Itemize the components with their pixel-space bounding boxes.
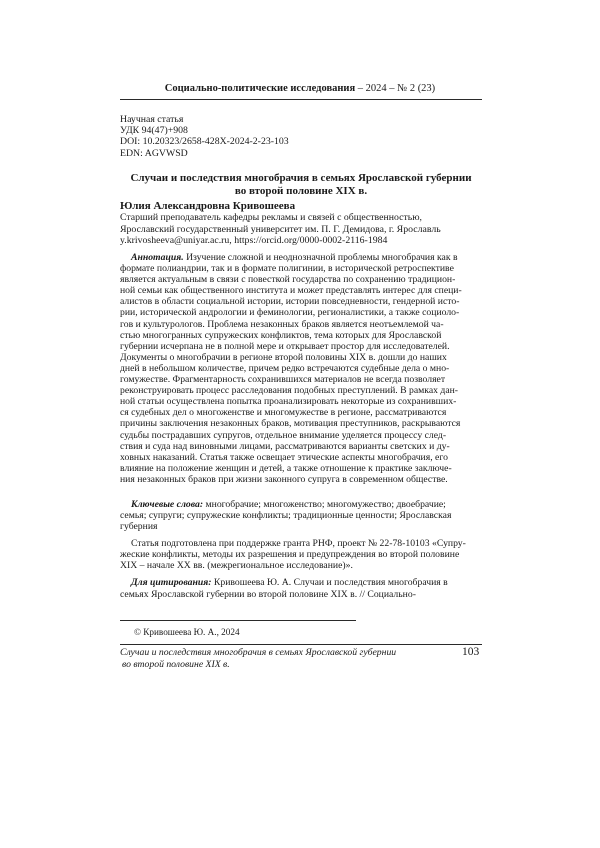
abstract-line: причины заключения незаконных браков, мотивация преступников, раскрываются [120,418,461,430]
footer-running-title [120,647,396,671]
article-title [120,172,482,197]
footer-title-line: Случаи и последствия многобрачия в семьях Ярославской губернии [120,647,397,658]
edn: EDN: AGVWSD [120,147,188,159]
page-number: 103 [462,646,480,658]
article-meta [120,114,289,159]
title-line-1: Случаи и последствия многобрачия в семьях Ярославской губернии [130,172,472,184]
abstract-line: ся судебных дел о многоженстве и многомужестве в регионе, рассматриваются [120,407,447,419]
abstract-line: Документы о многобрачии в регионе второй половины XIX в. дошли до наших [120,351,447,363]
citation-label: Для цитирования: [131,577,212,588]
abstract-line: ствия и суда над виновными лицами, рассматриваются варианты светских и ду- [120,440,450,452]
abstract-line: дней в небольшом количестве, причем редко встречаются судебные дела о мно- [120,362,450,374]
author-name: Юлия Александровна Кривошеева [120,200,296,212]
footnote-rule [120,620,356,621]
affiliation-line: Старший преподаватель кафедры рекламы и связей с общественностью, [120,212,422,223]
footer-rule [120,644,482,645]
grant-line: жеские конфликты, методы их разрешения и предупреждения во второй половине [120,549,460,561]
keywords [120,499,482,532]
abstract-line: гомужестве. Фрагментарность сохранившихся материалов не всегда позволяет [120,374,446,386]
keywords-line: семья; супруги; супружеские конфликты; традиционные ценности; Ярославская [120,510,452,522]
abstract-line: алистов в области социальной истории, истории повседневности, гендерной исто- [120,296,460,308]
journal-name: Социально-политические исследования [164,83,356,94]
udk-code: УДК 94(47)+908 [120,125,188,137]
keywords-label: Ключевые слова: [131,499,204,510]
keywords-line: губерния [120,521,158,533]
abstract-line: рии, исторической андрологии и феминологии, регионалистики, а также социоло- [120,307,460,319]
copyright: © Кривошеева Ю. А., 2024 [134,627,240,637]
abstract-label: Аннотация. [131,252,184,263]
abstract-line: ховных наказаний. Статья также освещает этические аспекты многобрачия, его [120,451,448,463]
abstract [120,252,482,485]
keywords-line: Ключевые слова: многобрачие; многоженство; многомужество; двоебрачие; [131,499,446,510]
abstract-line: ной статьи осуществлена попытка проанализировать некоторые из сохранивших- [120,396,457,408]
abstract-line: является актуальным в связи с повесткой государства по сохранению традицион- [120,274,456,286]
footer-title-line: во второй половине XIX в. [122,659,230,670]
citation-line: семьях Ярославской губернии во второй половине XIX в. // Социально- [120,588,416,600]
running-header [120,83,480,94]
grant-acknowledgement [120,538,482,571]
abstract-line: ния незаконных браков при жизни законного супруга в современном обществе. [120,473,448,485]
doi: DOI: 10.20323/2658-428X-2024-2-23-103 [120,136,289,148]
title-line-2: во второй половине XIX в. [234,184,368,197]
journal-issue: – 2024 – № 2 (23) [355,83,436,94]
abstract-line: влияние на положение женщин и детей, а также отношение к практике заключе- [120,462,452,474]
citation [120,577,482,600]
abstract-line: гов и культурологов. Проблема незаконных браков является неотъемлемой ча- [120,318,444,330]
abstract-line: ной семьи как общественного института и может представлять интерес для специ- [120,285,462,297]
grant-line: Статья подготовлена при поддержке гранта РНФ, проект № 22-78-10103 «Супру- [131,538,466,549]
header-rule [120,99,482,100]
abstract-line: стью многогранных супружеских конфликтов, тема которых для Ярославской [120,329,442,341]
abstract-line: судьбы пострадавших супругов, отдельное внимание уделяется процессу след- [120,429,447,441]
affiliation-line: Ярославский государственный университет им. П. Г. Демидова, г. Ярославль [120,223,441,235]
citation-line: Для цитирования: Кривошеева Ю. А. Случаи и последствия многобрачия в [131,577,448,588]
article-type: Научная статья [120,114,184,125]
abstract-line: формате полиандрии, так и в формате полигинии, в исторической ретроспективе [120,263,454,275]
abstract-line: Аннотация. Изучение сложной и неоднозначной проблемы многобрачия как в [131,252,458,263]
grant-line: XIX – начале XX вв. (межрегиональное исследование)». [120,560,353,572]
author-affiliation [120,212,441,247]
abstract-line: реконструировать процесс расследования подобных преступлений. В рамках дан- [120,385,459,397]
abstract-line: губернии исчерпана не в полной мере и открывает простор для исследователей. [120,340,450,352]
author-contacts: y.krivosheeva@uniyar.ac.ru, https://orcid.org/0000-0002-2116-1984 [120,235,388,247]
